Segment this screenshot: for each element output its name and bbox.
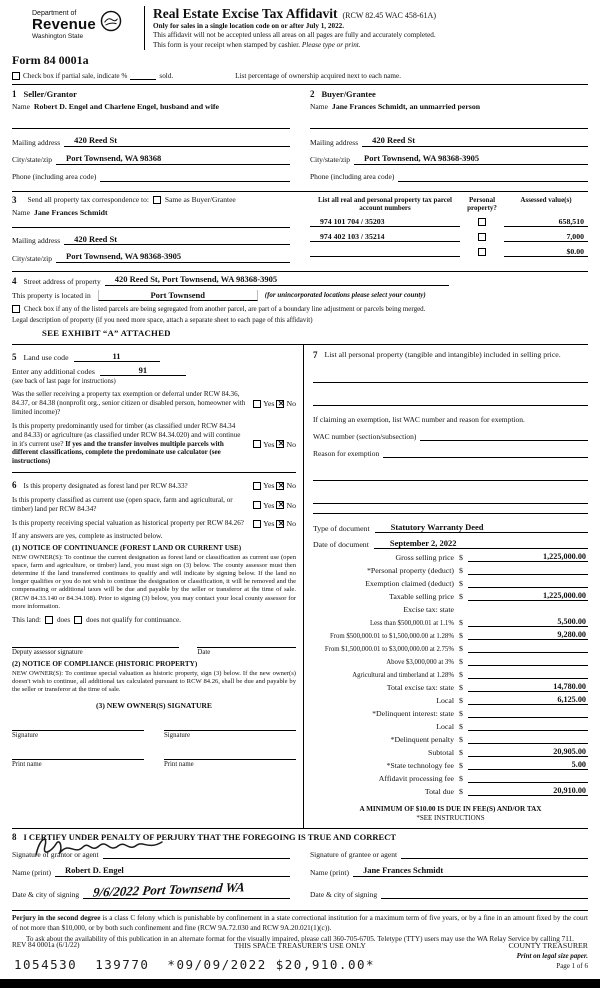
grantor-date-field[interactable]: 9/6/2022 Port Townsend WA xyxy=(83,884,290,899)
owner-printname-field[interactable] xyxy=(164,748,296,760)
forest-yes-checkbox[interactable] xyxy=(253,482,261,490)
grantor-printname-field[interactable]: Robert D. Engel xyxy=(55,866,290,877)
header-note-3: This form is your receipt when stamped by cashier. Please type or print. xyxy=(153,40,361,49)
doc-type-field[interactable]: Statutory Warranty Deed xyxy=(375,522,588,533)
tax-amount-field[interactable]: 9,280.00 xyxy=(468,630,588,640)
parcel-personal-checkbox[interactable] xyxy=(478,233,486,241)
new-owners-signature-title: (3) NEW OWNER(S) SIGNATURE xyxy=(96,701,212,711)
partial-sold-label: sold. xyxy=(159,72,174,81)
see-back-note: (see back of last page for instructions) xyxy=(12,378,116,386)
dollar-sign: $ xyxy=(459,683,463,693)
wac-number-field[interactable] xyxy=(420,431,588,441)
tax-amount-field[interactable]: 20,905.00 xyxy=(468,747,588,757)
timber-yes-checkbox[interactable] xyxy=(253,440,261,448)
seller-csz-field[interactable]: Port Townsend, WA 98368 xyxy=(56,154,290,165)
rev-number: REV 84 0001a (6/1/22) xyxy=(12,941,80,949)
dollar-sign: $ xyxy=(459,696,463,706)
seller-csz-label: City/state/zip xyxy=(12,155,52,165)
timber-no-checkbox[interactable] xyxy=(276,440,284,448)
dollar-sign: $ xyxy=(459,644,463,654)
tax-amount-field[interactable]: 1,225,000.00 xyxy=(468,552,588,562)
seller-name-extra-field[interactable] xyxy=(12,118,290,129)
deputy-signature-field[interactable] xyxy=(12,638,179,648)
owner-signature-row: Signature Signature xyxy=(12,719,296,739)
section-tax-correspondence xyxy=(12,195,290,264)
tax-row-delinquent-local: Local $ xyxy=(313,721,588,731)
correspondence-mailing-field[interactable]: 420 Reed St xyxy=(64,235,290,246)
parcel-value-field[interactable]: 658,510 xyxy=(504,217,588,227)
parcel-header-personal: Personal property? xyxy=(467,195,497,212)
section-land-use xyxy=(12,351,296,466)
reason-exemption-label: Reason for exemption xyxy=(313,449,380,459)
grantor-signature-field[interactable] xyxy=(103,849,290,859)
tax-row-personal-deduct: *Personal property (deduct) $ xyxy=(313,565,588,575)
perjury-notice: Perjury in the second degree is a class C felony which is punishable by confinement in a state correctional institution for a maximum term of five years, or by a fine in an amount fixed by the court of not more than $10,000, or by both such confinement and fine (RCW 9A.72.030 and RCW 9A.20.021(1)(c)). xyxy=(12,910,588,933)
correspondence-mailing-label: Mailing address xyxy=(12,236,61,246)
ownership-note: List percentage of ownership acquired next to each name. xyxy=(235,72,402,81)
dollar-sign: $ xyxy=(459,592,463,602)
see-instructions-note: *SEE INSTRUCTIONS xyxy=(416,814,485,823)
grantee-date-field[interactable] xyxy=(381,884,588,899)
reason-exemption-field[interactable] xyxy=(383,448,588,458)
correspondence-label: Send all property tax correspondence to: xyxy=(27,195,149,205)
buyer-csz-label: City/state/zip xyxy=(310,155,350,165)
located-in-note: (for unincorporated locations please select your county) xyxy=(264,291,426,300)
page-number: Page 1 of 6 xyxy=(556,962,588,970)
exemption-yes-checkbox[interactable] xyxy=(253,400,261,408)
current-use-no-checkbox[interactable] xyxy=(276,501,284,509)
dollar-sign: $ xyxy=(459,618,463,628)
tax-amount-field[interactable] xyxy=(468,734,588,744)
grantee-print-label: Name (print) xyxy=(310,867,349,877)
parcel-number-field[interactable]: 974 402 103 / 35214 xyxy=(310,232,460,242)
owner-printname-field[interactable] xyxy=(12,748,144,760)
certify-statement: I CERTIFY UNDER PENALTY OF PERJURY THAT THE FOREGOING IS TRUE AND CORRECT xyxy=(23,832,397,843)
tax-row-total-due: Total due $ 20,910.00 xyxy=(424,786,586,797)
deputy-signature-label: Deputy assessor signature xyxy=(12,648,83,656)
partial-sale-label: Check box if partial sale, indicate % xyxy=(23,72,128,81)
buyer-heading: Buyer/Grantee xyxy=(321,89,376,100)
current-use-question: Is this property classified as current use (open space, farm and agricultural, or timber) land per RCW 84.34? xyxy=(12,496,233,514)
minimum-due-note: A MINIMUM OF $10.00 IS DUE IN FEE(S) AND/OR TAX xyxy=(359,805,542,814)
does-label: does xyxy=(56,615,71,624)
if-yes-note: If any answers are yes, complete as instructed below. xyxy=(12,532,163,541)
deputy-assessor-row xyxy=(12,638,296,656)
timber-yesno: Yes ✕ No xyxy=(253,440,296,449)
dollar-sign: $ xyxy=(459,748,463,758)
scan-edge-bar xyxy=(0,979,600,988)
parcel-value-field[interactable]: $0.00 xyxy=(504,247,588,257)
parcel-number-field[interactable] xyxy=(310,247,460,257)
logo-dept-text: Department of xyxy=(32,10,77,17)
logo-state-text: Washington State xyxy=(32,33,84,41)
tax-row-taxable: Taxable selling price $ 1,225,000.00 xyxy=(389,591,586,602)
dollar-sign: $ xyxy=(459,579,463,589)
tax-amount-field[interactable]: 14,780.00 xyxy=(468,682,588,692)
tax-amount-field[interactable] xyxy=(468,708,588,718)
tax-amount-field[interactable] xyxy=(468,643,588,653)
does-not-checkbox[interactable] xyxy=(74,616,82,624)
seller-heading: Seller/Grantor xyxy=(23,89,77,100)
left-column xyxy=(12,345,304,828)
exemption-no-checkbox[interactable] xyxy=(276,400,284,408)
tax-row-total-state: Total excise tax: state $ 14,780.00 xyxy=(386,682,586,693)
tax-amount-field[interactable] xyxy=(468,721,588,731)
dollar-sign: $ xyxy=(459,553,463,563)
same-as-buyer-checkbox[interactable] xyxy=(153,196,161,204)
tax-amount-field[interactable]: 5,500.00 xyxy=(468,617,588,627)
section-designations xyxy=(12,472,296,768)
historic-question: Is this property receiving special valuation as historical property per RCW 84.26? xyxy=(12,519,244,528)
dollar-sign: $ xyxy=(459,774,463,784)
personal-property-field[interactable] xyxy=(313,395,588,406)
tax-computation xyxy=(313,513,588,822)
historic-no-checkbox[interactable] xyxy=(276,520,284,528)
parcel-row xyxy=(310,217,588,227)
segregated-checkbox[interactable] xyxy=(12,305,20,313)
grantor-print-label: Name (print) xyxy=(12,867,51,877)
tax-amount-field[interactable] xyxy=(468,773,588,783)
buyer-name-extra-field[interactable] xyxy=(310,118,588,129)
buyer-name-label: Name xyxy=(310,102,328,112)
correspondence-csz-label: City/state/zip xyxy=(12,253,52,263)
located-in-dropdown[interactable]: Port Townsend xyxy=(98,290,258,301)
dollar-sign: $ xyxy=(459,566,463,576)
notice-compliance-body: NEW OWNER(S): To continue special valuation as historic property, sign (3) below. If the new owner(s) doesn't wish to continue, all additional tax calculated pursuant to RCW 84.26, shall be due and payable by the seller or transferor at the time of sale. xyxy=(12,669,296,693)
header-note-2: This affidavit will not be accepted unless all areas on all pages are fully and accurately completed. xyxy=(153,31,436,40)
tax-amount-field[interactable] xyxy=(468,656,588,666)
grantor-date-label: Date & city of signing xyxy=(12,889,80,899)
correspondence-csz-field[interactable]: Port Townsend, WA 98368-3905 xyxy=(56,252,290,263)
parcel-number-field[interactable]: 974 101 704 / 35203 xyxy=(310,217,460,227)
middle-columns xyxy=(12,344,588,828)
tax-amount-field[interactable] xyxy=(468,669,588,679)
tax-row-gross: Gross selling price $ 1,225,000.00 xyxy=(395,552,586,563)
parcel-personal-checkbox[interactable] xyxy=(478,218,486,226)
personal-property-field[interactable] xyxy=(313,372,588,383)
dor-logo xyxy=(32,6,144,50)
section-8-number: 8 xyxy=(12,832,17,843)
notice-continuance-body: NEW OWNER(S): To continue the current designation as forest land or classification as current use (open space, farm and agriculture, or timber) land, you must sign on (3) below. The county assessor must then determine if the land transferred continues to qualify and will indicate by signing below. If the land no longer qualifies or you do not wish to continue the designation or classification, it will be removed and the compensating or additional taxes will be due and payable by the seller or transferor at the time of sale. (RCW 84.33.140 or 84.34.108). Prior to signing (3) below, you may contact your local county assessor for more information. xyxy=(12,553,296,610)
tax-row-local: Local $ 6,125.00 xyxy=(436,695,586,706)
exemption-question: Was the seller receiving a property tax exemption or deferral under RCW 84.36, 84.37, or 84.38 (nonprofit org., senior citizen or disabled person, homeowner with limited income)? xyxy=(12,390,246,417)
section-seller xyxy=(12,88,290,182)
buyer-name-value[interactable]: Jane Frances Schmidt, an unmarried person xyxy=(331,102,481,112)
form-number: Form 84 0001a xyxy=(12,53,89,68)
does-not-label: does not qualify for continuance. xyxy=(86,615,181,624)
grantee-signature-label: Signature of grantee or agent xyxy=(310,850,398,860)
tax-amount-field[interactable]: 1,225,000.00 xyxy=(468,591,588,601)
land-use-label: Land use code xyxy=(23,353,69,363)
dollar-sign: $ xyxy=(459,735,463,745)
logo-revenue-text: Revenue xyxy=(32,16,96,34)
tax-row-subtotal: Subtotal $ 20,905.00 xyxy=(428,747,586,758)
doc-type-label: Type of document xyxy=(313,524,370,534)
tax-row-delinquent-penalty: *Delinquent penalty $ xyxy=(313,734,588,744)
buyer-phone-field[interactable] xyxy=(398,172,588,182)
exemption-claim-label: If claiming an exemption, list WAC number and reason for exemption. xyxy=(313,415,525,425)
parcel-row xyxy=(310,247,588,257)
parcel-header-assessed: Assessed value(s) xyxy=(520,195,572,204)
this-land-label: This land: xyxy=(12,615,41,624)
tax-row-tier2: From $500,000.01 to $1,500,000.00 at 1.28% $ 9,280.00 xyxy=(329,630,586,641)
owner-signature-field[interactable] xyxy=(12,719,144,731)
reason-exemption-extra-field[interactable] xyxy=(313,493,588,504)
legal-paper-note: Print on legal size paper. xyxy=(516,952,588,960)
seller-mailing-field[interactable]: 420 Reed St xyxy=(64,136,290,147)
section-certification xyxy=(12,828,588,904)
reason-exemption-extra-field[interactable] xyxy=(313,470,588,481)
dollar-sign: $ xyxy=(459,631,463,641)
seller-phone-field[interactable] xyxy=(100,172,290,182)
seller-name-label: Name xyxy=(12,102,30,112)
street-address-field[interactable]: 420 Reed St, Port Townsend, WA 98368-3905 xyxy=(105,275,449,286)
treasurer-stamp: 1054530 139770 *09/09/2022 $20,910.00* xyxy=(14,957,376,972)
parcel-row xyxy=(310,232,588,242)
tax-row-exemption-deduct: Exemption claimed (deduct) $ xyxy=(313,578,588,588)
parcel-table xyxy=(310,196,588,264)
page-title: Real Estate Excise Tax Affidavit xyxy=(153,6,338,21)
deputy-date-label: Date xyxy=(197,648,211,656)
tax-row-tier3: From $1,500,000.01 to $3,000,000.00 at 2.75% $ xyxy=(313,643,588,653)
rcw-reference: (RCW 82.45 WAC 458-61A) xyxy=(342,11,436,20)
dollar-sign: $ xyxy=(459,787,463,797)
county-treasurer-label: COUNTY TREASURER xyxy=(508,941,588,950)
buyer-mailing-field[interactable]: 420 Reed St xyxy=(362,136,588,147)
partial-percent-field[interactable] xyxy=(130,72,156,80)
parcel-personal-checkbox[interactable] xyxy=(478,248,486,256)
wac-number-label: WAC number (section/subsection) xyxy=(313,432,417,442)
tax-amount-field[interactable]: 6,125.00 xyxy=(468,695,588,705)
timber-question: Is this property predominantly used for timber (as classified under RCW 84.34 and 84.33) or agriculture (as classified under RCW 84.34.020) and will continue in it's current use? If yes and the transfer involves multiple parcels with different classifications, complete the predominate use calculator (see instructions) xyxy=(12,421,241,466)
section-property-location xyxy=(12,271,588,344)
legal-description-value[interactable]: SEE EXHIBIT “A” ATTACHED xyxy=(42,328,171,339)
seller-name-value[interactable]: Robert D. Engel and Charlene Engel, husband and wife xyxy=(33,102,219,112)
buyer-csz-field[interactable]: Port Townsend, WA 98368-3905 xyxy=(354,154,588,165)
right-column xyxy=(304,345,588,828)
does-checkbox[interactable] xyxy=(45,616,53,624)
dor-seal-icon xyxy=(100,10,122,32)
tax-row-technology-fee: *State technology fee $ 5.00 xyxy=(386,760,586,771)
segregated-label: Check box if any of the listed parcels are being segregated from another parcel, are part of a boundary line adjustment or parcels being merged. xyxy=(24,304,426,313)
personal-property-label: List all personal property (tangible and intangible) included in selling price. xyxy=(324,350,561,360)
tax-row-delinquent-interest: *Delinquent interest: state $ xyxy=(313,708,588,718)
notice-compliance-title: (2) NOTICE OF COMPLIANCE (HISTORIC PROPERTY) xyxy=(12,659,198,668)
buyer-mailing-label: Mailing address xyxy=(310,137,359,147)
tax-amount-field[interactable]: 5.00 xyxy=(468,760,588,770)
tax-row-processing-fee: Affidavit processing fee $ xyxy=(313,773,588,783)
located-in-label: This property is located in xyxy=(12,290,91,300)
grantee-printname-field[interactable]: Jane Frances Schmidt xyxy=(353,866,588,877)
historic-yes-checkbox[interactable] xyxy=(253,520,261,528)
header-note-1: Only for sales in a single location code on or after July 1, 2022. xyxy=(153,22,345,30)
dollar-sign: $ xyxy=(459,722,463,732)
seller-mailing-label: Mailing address xyxy=(12,137,61,147)
same-as-buyer-label: Same as Buyer/Grantee xyxy=(164,195,236,205)
current-use-yes-checkbox[interactable] xyxy=(253,501,261,509)
parties-section xyxy=(12,84,588,191)
section-1-number: 1 xyxy=(12,89,17,100)
additional-codes-field[interactable]: 91 xyxy=(100,365,186,376)
tax-row-tier1: Less than $500,000.01 at 1.1% $ 5,500.00 xyxy=(369,617,586,628)
tax-row-excise-heading: Excise tax: state xyxy=(403,604,454,614)
forest-yesno: Yes ✕ No xyxy=(253,481,296,490)
section-personal-property xyxy=(313,350,588,360)
tax-amount-field[interactable] xyxy=(468,565,588,575)
correspondence-name-value[interactable]: Jane Frances Schmidt xyxy=(33,207,108,217)
section-buyer xyxy=(310,88,588,182)
form-header xyxy=(32,6,588,50)
grantor-signature-label: Signature of grantor or agent xyxy=(12,850,99,860)
grantee-date-label: Date & city of signing xyxy=(310,889,378,899)
section-3-number: 3 xyxy=(12,194,17,205)
notice-continuance-title: (1) NOTICE OF CONTINUANCE (FOREST LAND OR CURRENT USE) xyxy=(12,544,242,553)
section-4-number: 4 xyxy=(12,275,17,286)
dollar-sign: $ xyxy=(459,761,463,771)
tax-amount-field[interactable] xyxy=(468,578,588,588)
section-7-number: 7 xyxy=(313,350,318,361)
section-5-number: 5 xyxy=(12,352,17,363)
section-2-number: 2 xyxy=(310,89,315,100)
doc-date-field[interactable]: September 2, 2022 xyxy=(374,538,588,549)
correspondence-name-label: Name xyxy=(12,207,30,217)
exemption-yesno: Yes ✕ No xyxy=(253,399,296,408)
forest-land-question: 6 Is this property designated as forest land per RCW 84.33? xyxy=(12,480,188,491)
owner-signature-field[interactable] xyxy=(164,719,296,731)
current-use-yesno: Yes ✕ No xyxy=(253,501,296,510)
tax-amount-field[interactable]: 20,910.00 xyxy=(468,786,588,796)
buyer-phone-label: Phone (including area code) xyxy=(310,172,395,182)
grantee-signature-field[interactable] xyxy=(401,849,588,859)
land-use-code-field[interactable]: 11 xyxy=(74,351,160,362)
dollar-sign: $ xyxy=(459,670,463,680)
forest-no-checkbox[interactable] xyxy=(276,482,284,490)
correspondence-name-extra-field[interactable] xyxy=(12,217,290,228)
parcel-header-accounts: List all real and personal property tax parcel account numbers xyxy=(318,195,452,212)
parcel-value-field[interactable]: 7,000 xyxy=(504,232,588,242)
historic-yesno: Yes ✕ No xyxy=(253,519,296,528)
street-address-label: Street address of property xyxy=(23,276,101,286)
tax-row-tier4: Above $3,000,000 at 3% $ xyxy=(313,656,588,666)
legal-description-label: Legal description of property (if you need more space, attach a separate sheet to each page of this affidavit) xyxy=(12,316,313,325)
land-qualify-row xyxy=(12,616,296,624)
owner-printname-row: Print name Print name xyxy=(12,748,296,768)
doc-date-label: Date of document xyxy=(313,540,369,550)
tax-row-agricultural: Agricultural and timberland at 1.28% $ xyxy=(313,669,588,679)
dollar-sign: $ xyxy=(459,657,463,667)
partial-sale-checkbox[interactable] xyxy=(12,72,20,80)
seller-phone-label: Phone (including area code) xyxy=(12,172,97,182)
treasurer-space-label: THIS SPACE TREASURER'S USE ONLY xyxy=(234,941,366,950)
deputy-date-field[interactable] xyxy=(197,638,296,648)
accessibility-notice: To ask about the availability of this publication in an alternate format for the visually impaired, please call 360-705-6705. Teletype (TTY) users may use the WA Relay Service by calling 711. xyxy=(26,934,574,943)
additional-codes-label: Enter any additional codes xyxy=(12,367,95,377)
dollar-sign: $ xyxy=(459,709,463,719)
partial-sale-row xyxy=(12,72,588,80)
section-3-and-parcels xyxy=(12,191,588,272)
